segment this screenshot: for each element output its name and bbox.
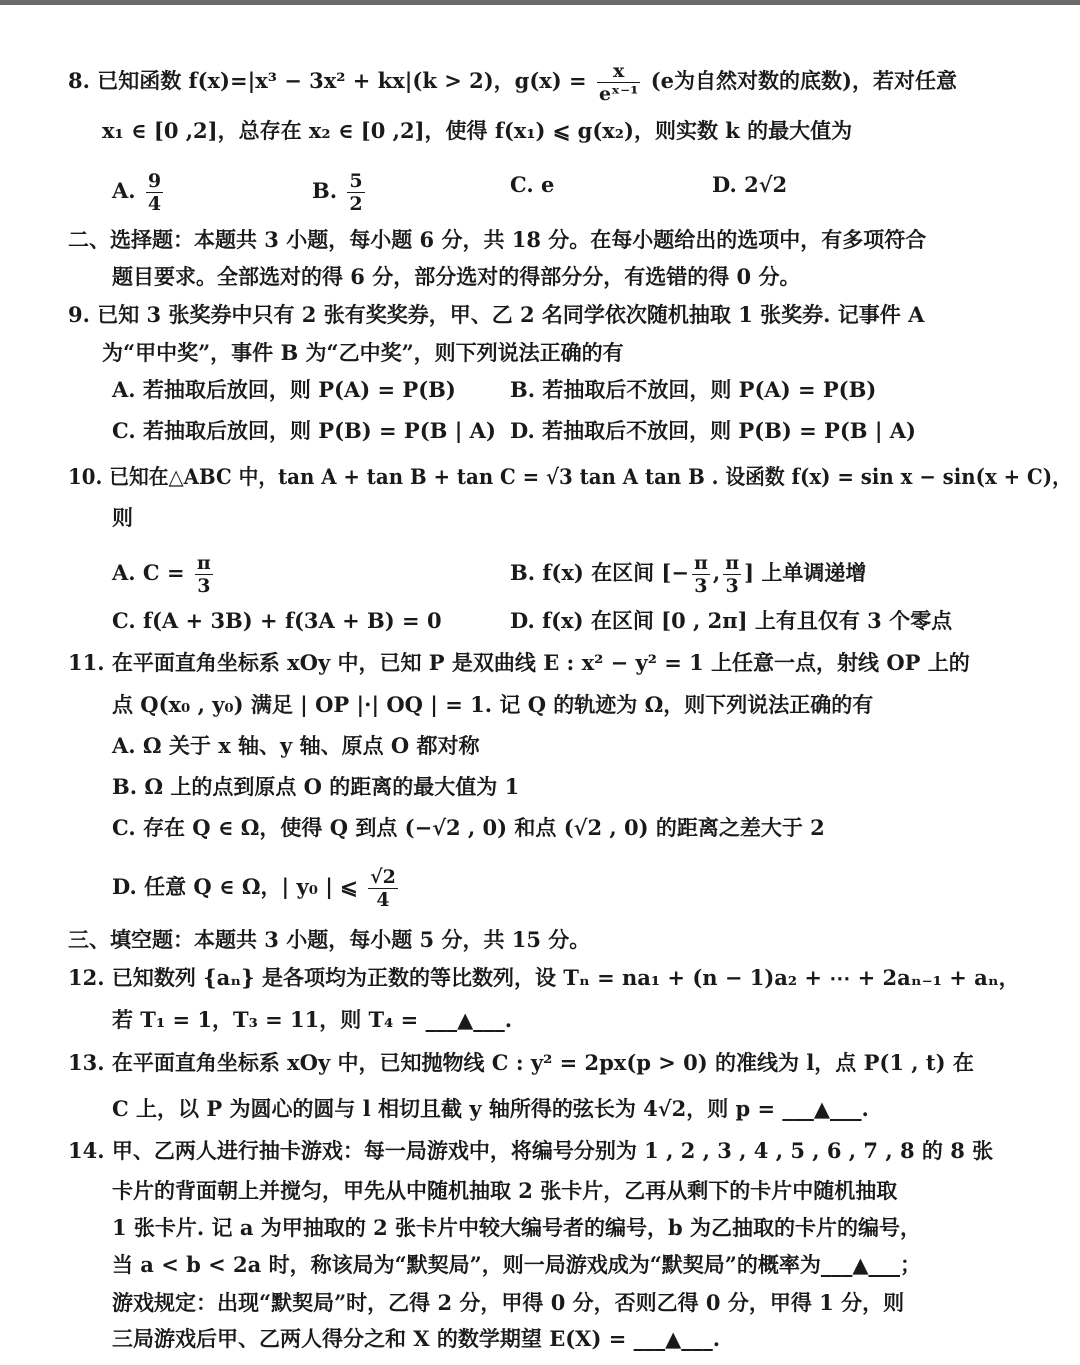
q8-option-a-label: A. [112, 178, 136, 203]
section3-heading: 三、填空题：本题共 3 小题，每小题 5 分，共 15 分。 [68, 927, 591, 952]
q9-option-d: D. 若抽取后不放回，则 P(B) = P(B | A) [510, 418, 916, 443]
q8-option-b-label: B. [312, 178, 338, 203]
q8-option-d [712, 170, 787, 200]
q11-line1: 11. 在平面直角坐标系 xOy 中，已知 P 是双曲线 E : x² − y² = 1 上任意一点，射线 OP 上的 [68, 650, 970, 675]
q14-line5: 游戏规定：出现“默契局”时，乙得 2 分，甲得 0 分，否则乙得 0 分，甲得 1 分，则 [112, 1290, 905, 1315]
q11-line2: 点 Q(x₀ , y₀) 满足 | OP |·| OQ | = 1. 记 Q 的轨迹为 Ω，则下列说法正确的有 [112, 692, 874, 717]
frac-den: 3 [725, 575, 739, 597]
q12-line1: 12. 已知数列 {aₙ} 是各项均为正数的等比数列，设 Tₙ = na₁ + (n − 1)a₂ + ⋯ + 2aₙ₋₁ + aₙ， [68, 965, 1020, 990]
q10-option-c: C. f(A + 3B) + f(3A + B) = 0 [112, 608, 442, 633]
section2-heading-line1: 二、选择题：本题共 3 小题，每小题 6 分，共 18 分。在每小题给出的选项中，有多项符合 [68, 227, 927, 252]
q10-option-b-post: ] 上单调递增 [744, 560, 867, 585]
q11-option-a: A. Ω 关于 x 轴、y 轴、原点 O 都对称 [112, 733, 480, 758]
q11-option-d [112, 866, 401, 911]
q8-frac-den: eˣ⁻¹ [598, 83, 639, 105]
q14-line1: 14. 甲、乙两人进行抽卡游戏：每一局游戏中，将编号分别为 1 , 2 , 3 , 4 , 5 , 6 , 7 , 8 的 8 张 [68, 1138, 994, 1163]
q8-line1 [68, 60, 957, 105]
section2-heading-line2: 题目要求。全部选对的得 6 分，部分选对的得部分分，有选错的得 0 分。 [112, 264, 801, 289]
frac-num: 5 [349, 170, 363, 192]
q8-option-d-text: 2√2 [744, 172, 788, 197]
q8-option-c-text: e [540, 172, 555, 197]
q11-option-c: C. 存在 Q ∈ Ω，使得 Q 到点 (−√2 , 0) 和点 (√2 , 0) 的距离之差大于 2 [112, 815, 825, 840]
q10-option-b-fraction2 [723, 552, 741, 597]
q8-option-b-fraction [347, 170, 364, 215]
frac-den: 4 [147, 193, 162, 215]
q8-line2: x₁ ∈ [0 ,2]，总存在 x₂ ∈ [0 ,2]，使得 f(x₁) ⩽ g(x₂)，则实数 k 的最大值为 [102, 118, 853, 143]
q8-frac-num: x [597, 60, 640, 83]
frac-den: 3 [694, 575, 708, 597]
frac-num: √2 [370, 866, 396, 888]
q13-line2: C 上，以 P 为圆心的圆与 l 相切且截 y 轴所得的弦长为 4√2，则 p = ___▲___. [112, 1096, 869, 1121]
q8-stem-text: 8. 已知函数 f(x)=|x³ − 3x² + kx|(k > 2)，g(x) = [68, 68, 587, 93]
q8-option-b [312, 170, 368, 215]
q9-option-b: B. 若抽取后不放回，则 P(A) = P(B) [510, 377, 877, 402]
q14-line4: 当 a < b < 2a 时，称该局为“默契局”，则一局游戏成为“默契局”的概率为___▲___； [112, 1252, 922, 1277]
q8-option-a [112, 170, 166, 215]
q11-option-b: B. Ω 上的点到原点 O 的距离的最大值为 1 [112, 774, 520, 799]
q9-option-a: A. 若抽取后放回，则 P(A) = P(B) [112, 377, 456, 402]
q11-option-d-pre: D. 任意 Q ∈ Ω，| y₀ | ⩽ [112, 874, 358, 899]
q14-line6: 三局游戏后甲、乙两人得分之和 X 的数学期望 E(X) = ___▲___. [112, 1326, 721, 1351]
q10-option-a-label: A. C = [112, 560, 185, 585]
q10-option-a [112, 552, 216, 597]
frac-num: π [725, 552, 740, 574]
q8-g-fraction [597, 60, 640, 105]
frac-den: 3 [197, 575, 211, 597]
q10-option-b: B. f(x) 在区间 [− $\frac{\pi}{3}$ , $\frac{\pi}{3}$ ] 上单调递增 [510, 552, 867, 597]
q10-option-d: D. f(x) 在区间 [0 , 2π] 上有且仅有 3 个零点 [510, 608, 953, 633]
q8-stem-tail: (e为自然对数的底数)，若对任意 [650, 68, 957, 93]
frac-num: 9 [147, 170, 162, 192]
q14-line2: 卡片的背面朝上并搅匀，甲先从中随机抽取 2 张卡片，乙再从剩下的卡片中随机抽取 [112, 1178, 898, 1203]
q8-option-d-label: D. [712, 172, 737, 197]
q9-line1: 9. 已知 3 张奖券中只有 2 张有奖奖券，甲、乙 2 名同学依次随机抽取 1 张奖券. 记事件 A [68, 302, 925, 327]
q10-option-b-fraction1 [692, 552, 710, 597]
q14-line3: 1 张卡片. 记 a 为甲抽取的 2 张卡片中较大编号者的编号，b 为乙抽取的卡片的编号， [112, 1215, 921, 1240]
q11-option-d-fraction [368, 866, 398, 911]
q10-option-b-pre: B. f(x) 在区间 [− [510, 560, 689, 585]
q8-option-c-label: C. [510, 172, 534, 197]
q13-line1: 13. 在平面直角坐标系 xOy 中，已知抛物线 C : y² = 2px(p > 0) 的准线为 l，点 P(1 , t) 在 [68, 1050, 974, 1075]
q8-option-a-fraction [146, 170, 163, 215]
frac-den: 2 [349, 193, 363, 215]
q10-option-a-fraction [195, 552, 213, 597]
top-edge-bar [0, 0, 1080, 5]
frac-num: π [196, 552, 211, 574]
q9-option-c: C. 若抽取后放回，则 P(B) = P(B | A) [112, 418, 496, 443]
q10-line1: 10. 已知在△ABC 中，tan A + tan B + tan C = √3 tan A tan B . 设函数 f(x) = sin x − sin(x + C)， [68, 464, 1072, 489]
q10-line2: 则 [112, 505, 133, 530]
frac-num: π [693, 552, 708, 574]
q12-line2: 若 T₁ = 1，T₃ = 11，则 T₄ = ___▲___. [112, 1007, 513, 1032]
frac-den: 4 [376, 889, 390, 911]
q8-option-c [510, 170, 554, 200]
q9-line2: 为“甲中奖”，事件 B 为“乙中奖”，则下列说法正确的有 [102, 340, 624, 365]
